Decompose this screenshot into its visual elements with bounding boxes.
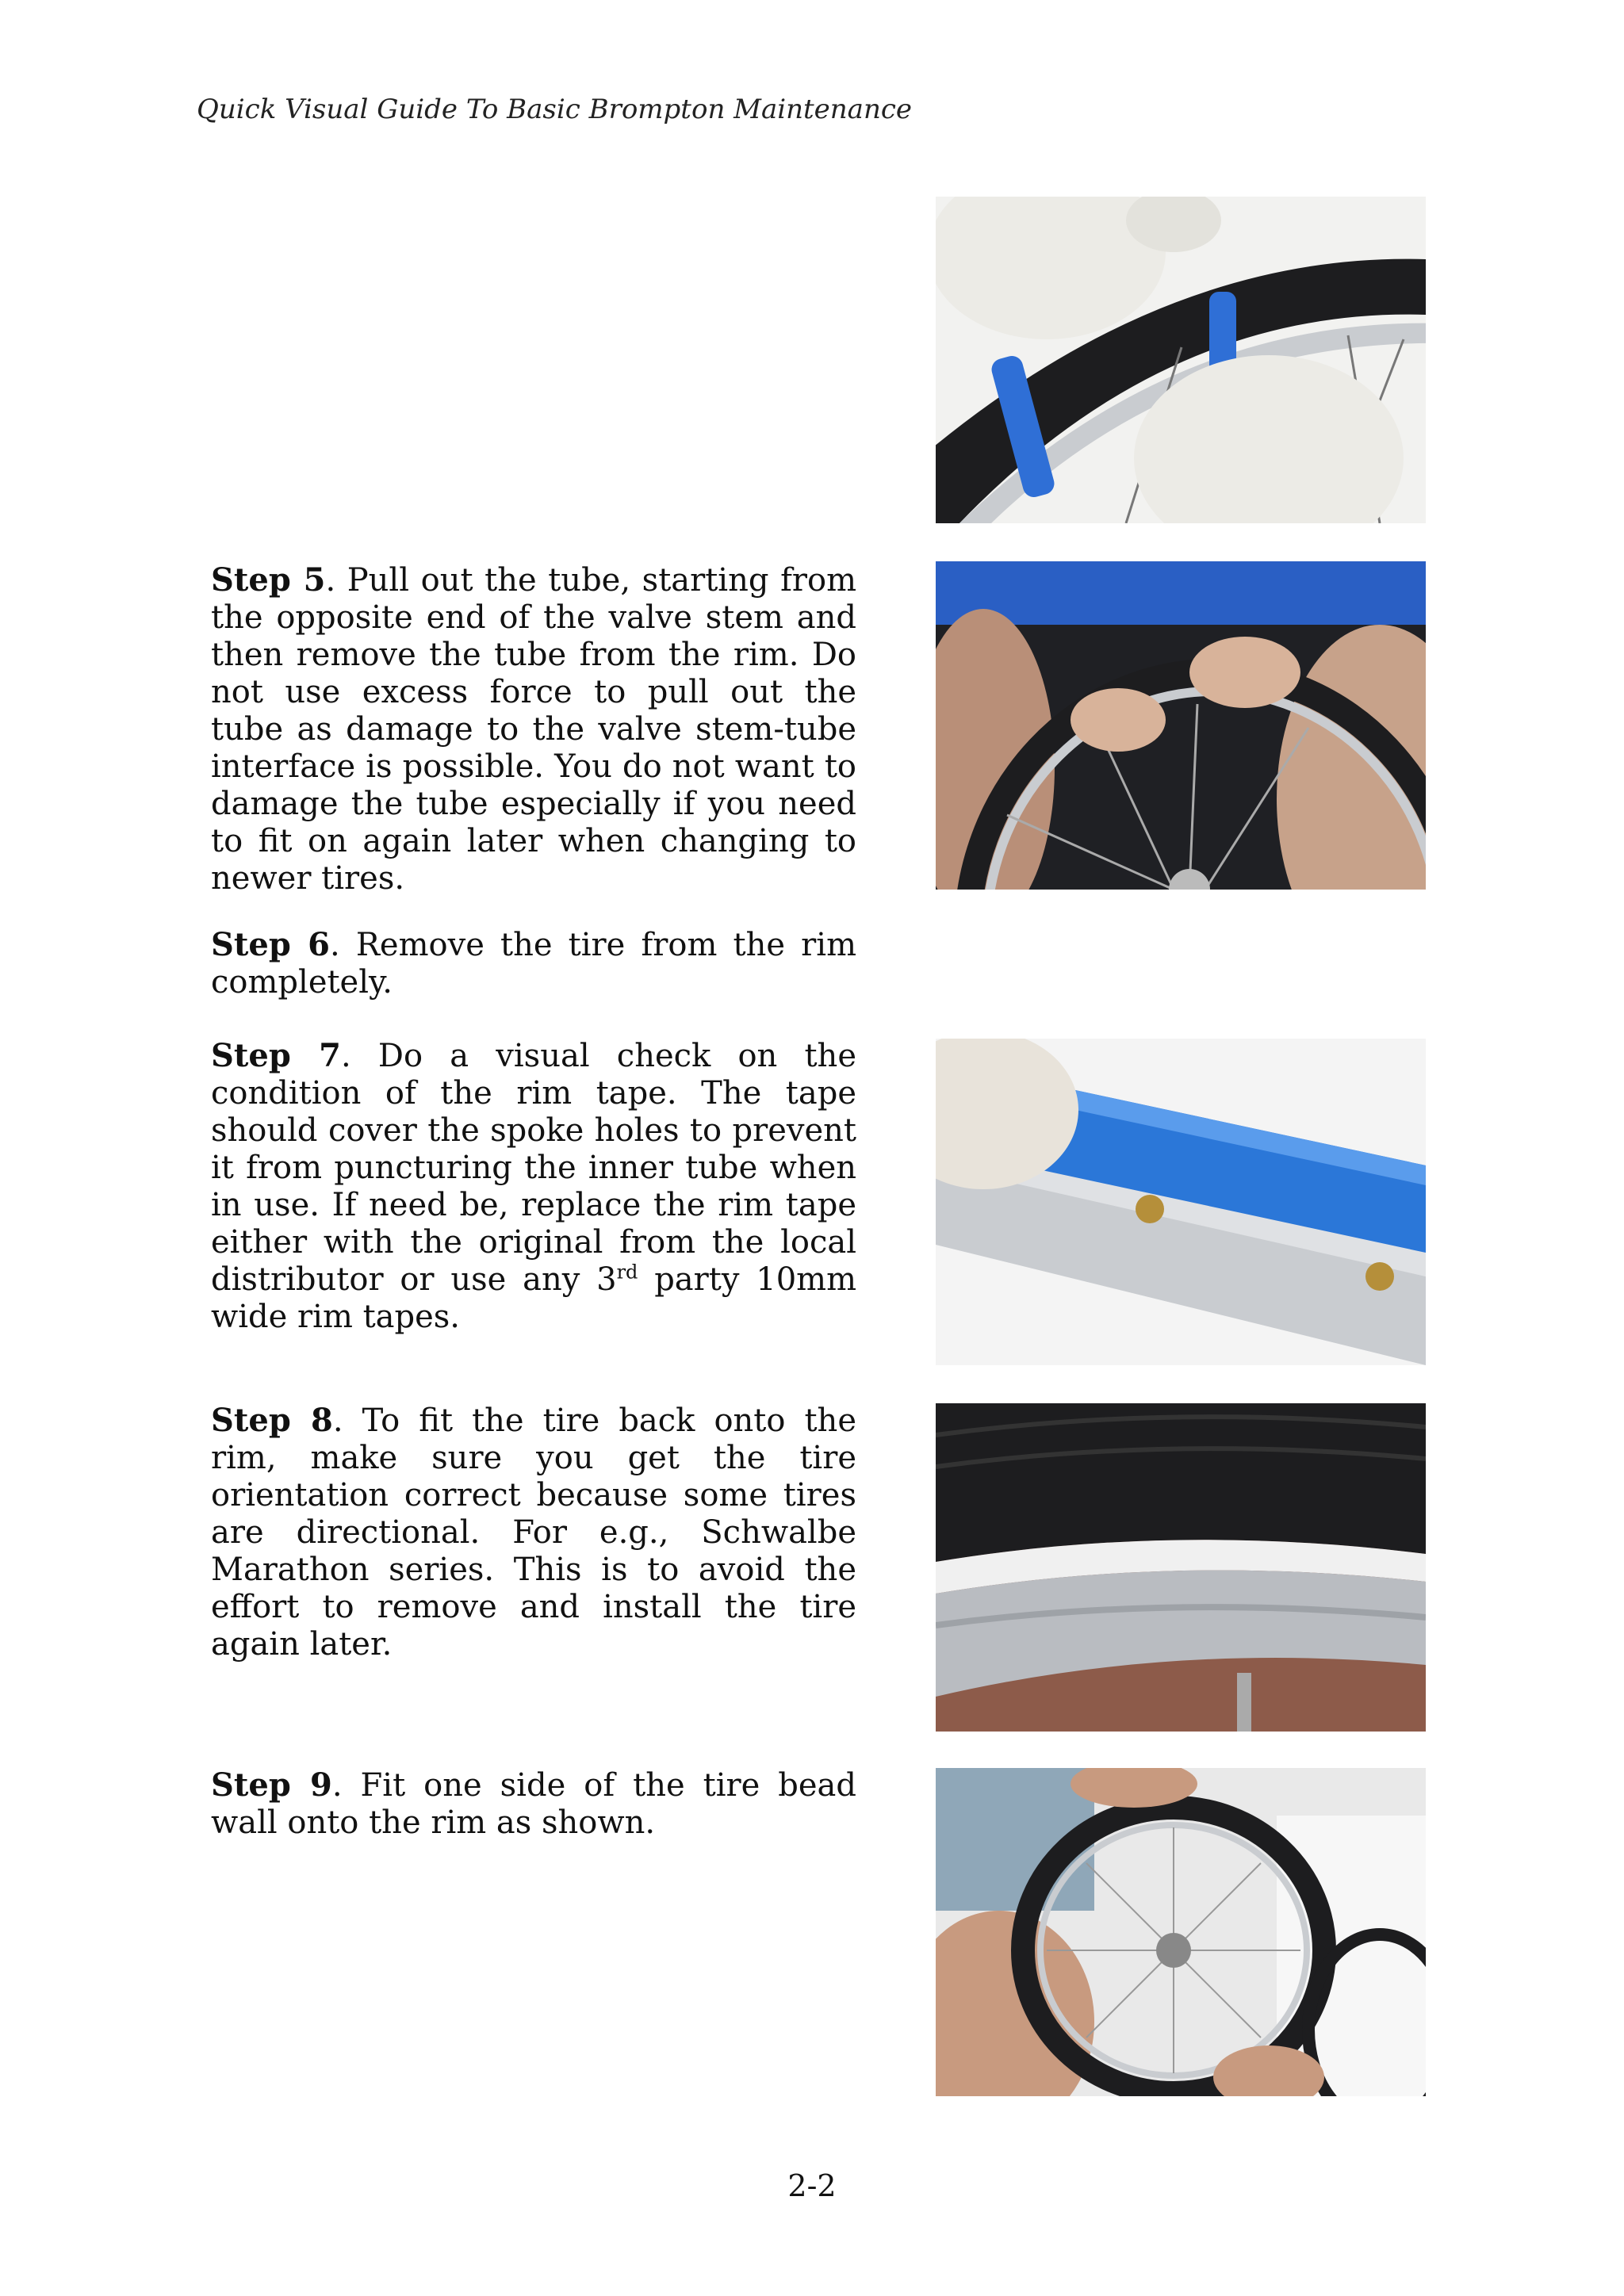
step-6-text <box>211 926 856 1001</box>
step-7-body-before: . Do a visual check on the condition of the rim tape. The tape should cover the spoke holes to prevent it from puncturing the inner tube when in use. If need be, replace the rim tape either with the original from the local distributor or use any 3 <box>211 1038 856 1298</box>
page-number: 2-2 <box>787 2168 837 2203</box>
step-7-superscript: rd <box>616 1261 638 1284</box>
step-7-text <box>211 1037 856 1336</box>
photo-tire-orientation <box>936 1403 1426 1732</box>
step-8-label: Step 8 <box>211 1402 333 1439</box>
step-9-body: . Fit one side of the tire bead wall onto the rim as shown. <box>211 1767 856 1841</box>
running-header: Quick Visual Guide To Basic Brompton Maintenance <box>197 94 913 125</box>
step-9-label: Step 9 <box>211 1766 332 1804</box>
step-8-body: . To fit the tire back onto the rim, make sure you get the tire orientation correct because some tires are directional. For e.g., Schwalbe Marathon series. This is to avoid the effort to remove and install the tire again later. <box>211 1402 856 1663</box>
photo-rim-tape <box>936 1039 1426 1365</box>
step-6-label: Step 6 <box>211 926 330 963</box>
photo-fit-bead <box>936 1768 1426 2096</box>
step-5-label: Step 5 <box>211 561 326 599</box>
step-8-text <box>211 1402 856 1663</box>
step-9-text <box>211 1766 856 1842</box>
photo-remove-tube <box>936 561 1426 890</box>
step-6-body: . Remove the tire from the rim completely. <box>211 927 857 1001</box>
step-7-body-after: party 10mm wide rim tapes. <box>211 1261 856 1335</box>
step-5-text <box>211 561 856 897</box>
photo-tire-levers <box>936 197 1426 523</box>
step-7-label: Step 7 <box>211 1037 342 1074</box>
step-5-body: . Pull out the tube, starting from the opposite end of the valve stem and then remove the tube from the rim. Do not use excess force to pull out the tube as damage to the valve stem-tube interface is possible. You do not want to damage the tube especially if you need to fit on again later when changing to newer tires. <box>211 562 857 897</box>
